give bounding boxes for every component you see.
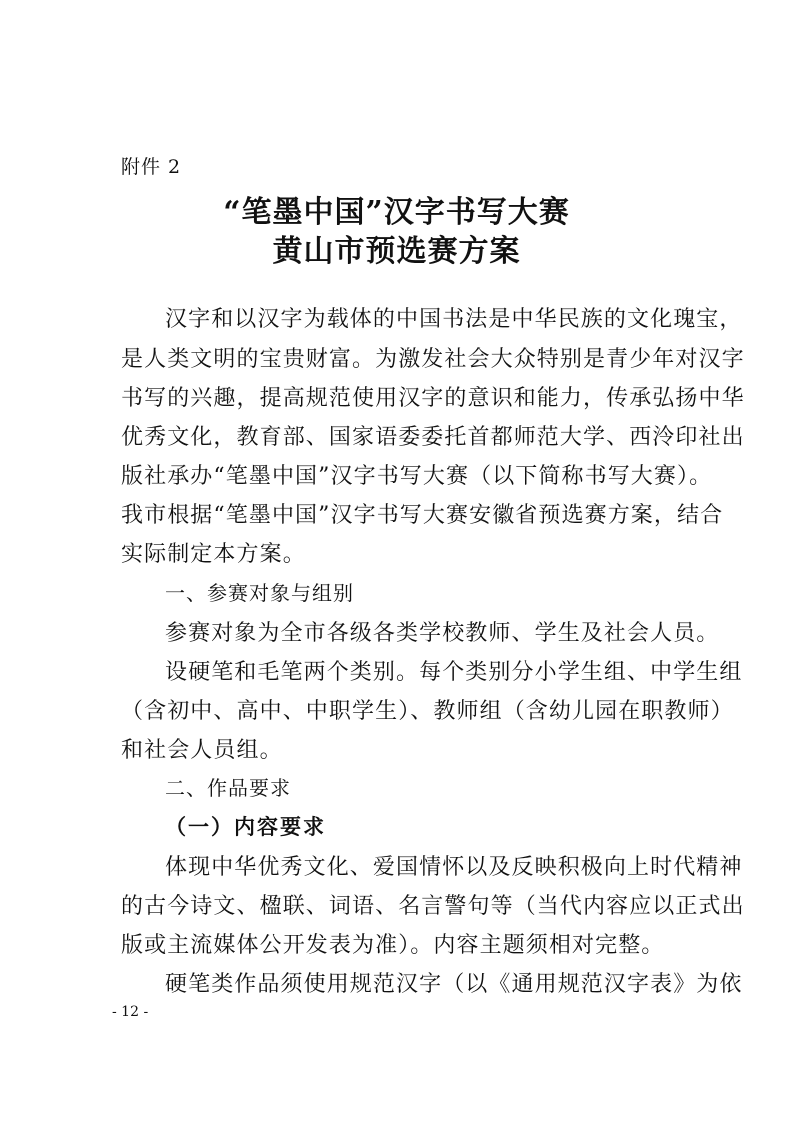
intro-line: 汉字和以汉字为载体的中国书法是中华民族的文化瑰宝， bbox=[165, 307, 743, 332]
section2-para2: 硬笔类作品须使用规范汉字（以《通用规范汉字表》为依 bbox=[165, 972, 743, 997]
intro-line: 优秀文化，教育部、国家语委委托首都师范大学、西泠印社出 bbox=[121, 425, 745, 450]
intro-line: 实际制定本方案。 bbox=[121, 542, 306, 567]
intro-line: 版社承办“笔墨中国”汉字书写大赛（以下简称书写大赛）。 bbox=[121, 464, 713, 489]
section2-para1-line: 的古今诗文、楹联、词语、名言警句等（当代内容应以正式出 bbox=[121, 894, 745, 919]
section2-heading: 二、作品要求 bbox=[165, 776, 291, 800]
section2-subheading: （一）内容要求 bbox=[165, 814, 326, 839]
page-number: - 12 - bbox=[112, 1004, 149, 1020]
section2-para1-line: 版或主流媒体公开发表为准）。内容主题须相对完整。 bbox=[121, 933, 665, 958]
intro-line: 书写的兴趣，提高规范使用汉字的意识和能力，传承弘扬中华 bbox=[121, 386, 745, 411]
intro-line: 是人类文明的宝贵财富。为激发社会大众特别是青少年对汉字 bbox=[121, 347, 745, 372]
section1-para2-line: 设硬笔和毛笔两个类别。每个类别分小学生组、中学生组 bbox=[165, 660, 743, 685]
section1-para2-line: 和社会人员组。 bbox=[121, 738, 283, 763]
section1-heading: 一、参赛对象与组别 bbox=[165, 581, 354, 605]
section2-para1-line: 体现中华优秀文化、爱国情怀以及反映积极向上时代精神 bbox=[165, 855, 743, 880]
section1-para1: 参赛对象为全市各级各类学校教师、学生及社会人员。 bbox=[165, 621, 720, 646]
attachment-label: 附件 2 bbox=[121, 156, 182, 178]
intro-line: 我市根据“笔墨中国”汉字书写大赛安徽省预选赛方案，结合 bbox=[121, 503, 724, 528]
document-title-line2: 黄山市预选赛方案 bbox=[272, 234, 521, 269]
document-title-line1: “笔墨中国”汉字书写大赛 bbox=[223, 195, 570, 230]
section1-para2-line: （含初中、高中、中职学生）、教师组（含幼儿园在职教师） bbox=[121, 699, 734, 724]
